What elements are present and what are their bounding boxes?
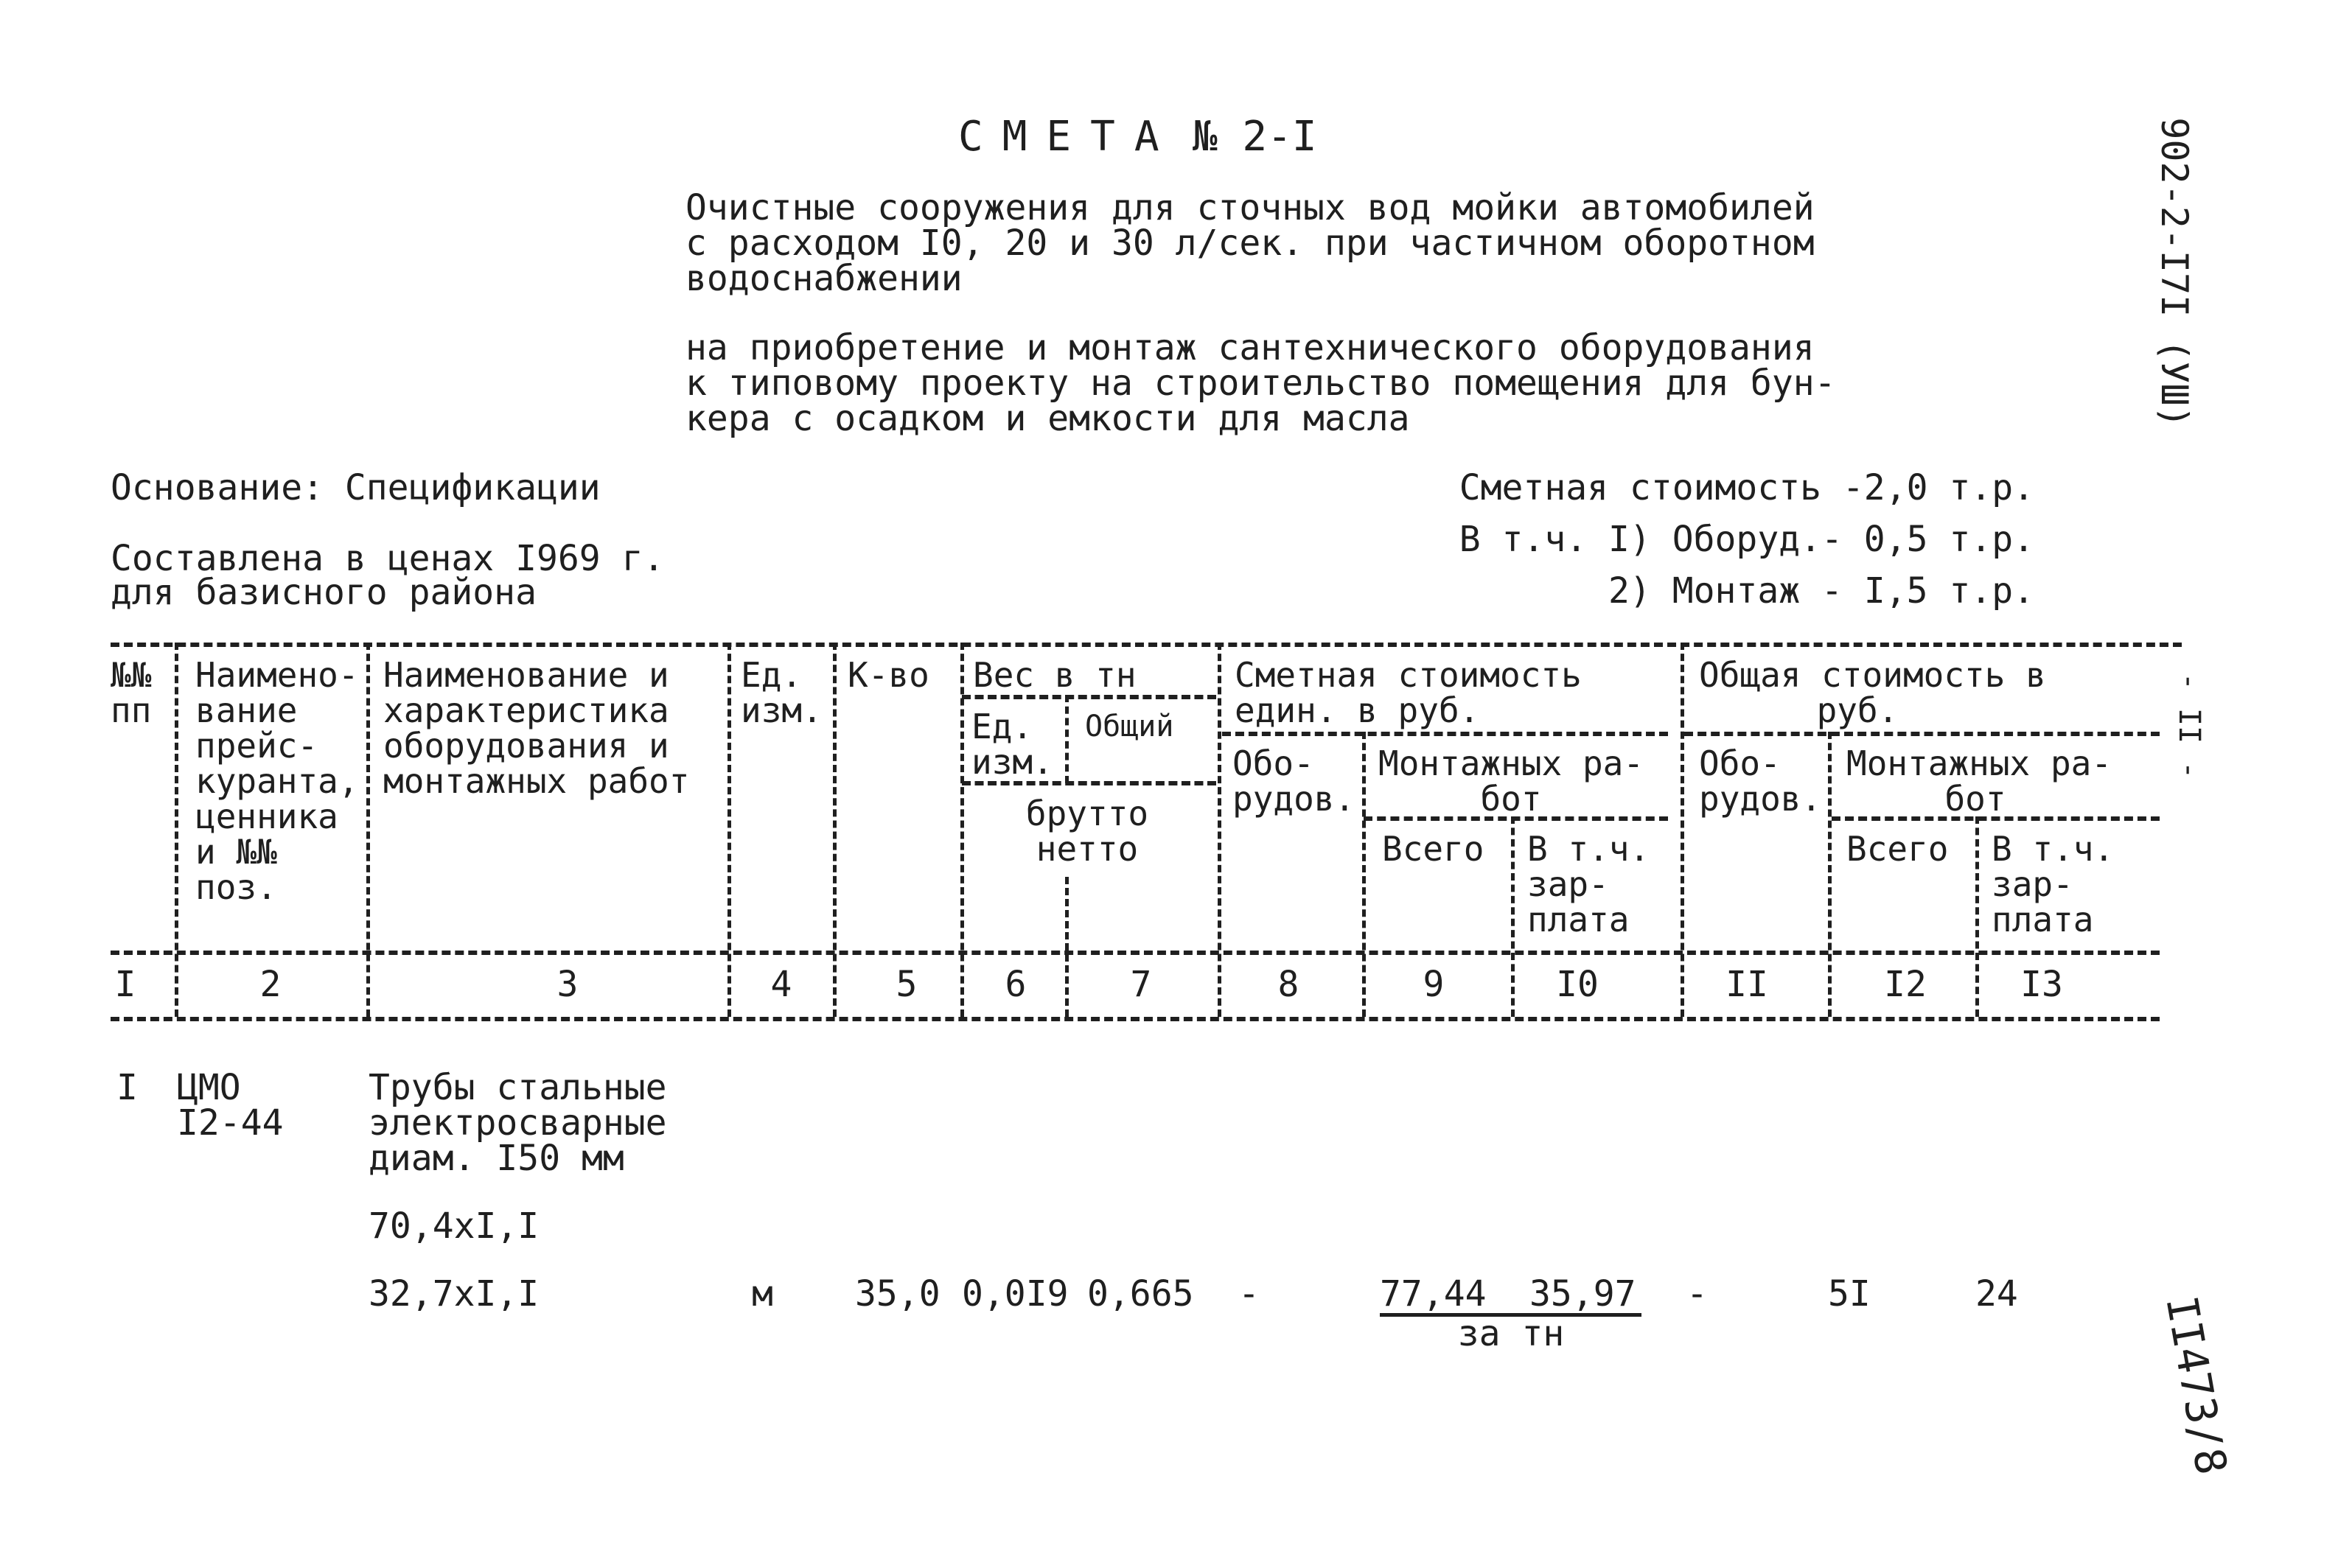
basis-text: Основание: Спецификации (111, 467, 601, 508)
prices-note-line-2: для базисного района (111, 572, 537, 613)
header-col10-line1: В т.ч. (1527, 829, 1650, 869)
col-number-9: 9 (1423, 964, 1445, 1005)
header-col3-line4: монтажных работ (383, 761, 690, 801)
row-unit: м (752, 1273, 773, 1315)
description-line-3: водоснабжении (685, 258, 963, 299)
row-number: I (116, 1067, 138, 1108)
header-col2-line6: и №№ (195, 832, 277, 872)
row-item-name-line1: Трубы стальные (369, 1067, 667, 1108)
header-col13-line1: В т.ч. (1992, 829, 2115, 869)
row-install-unit-total: 77,44 (1380, 1273, 1487, 1315)
row-item-name-line3: диам. I50 мм (369, 1138, 624, 1179)
header-unit-install-line1: Монтажных ра- (1378, 743, 1644, 783)
numbers-bottom-rule (111, 1017, 2160, 1021)
header-net: нетто (1036, 829, 1139, 869)
col-number-13: I3 (2020, 964, 2063, 1005)
header-unit-cost-line1: Сметная стоимость (1235, 655, 1582, 695)
header-bottom-rule (111, 951, 2160, 955)
header-col11-line1: Обо- (1699, 743, 1781, 783)
col-divider-2 (366, 643, 370, 1017)
header-col9: Всего (1382, 829, 1484, 869)
purpose-line-2: к типовому проекту на строительство помещения для бун- (685, 363, 1836, 404)
col-number-6: 6 (1005, 964, 1027, 1005)
header-gross: брутто (1025, 794, 1149, 833)
purpose-line-3: кера с осадком и емкости для масла (685, 398, 1410, 439)
header-weight: Вес в тн (973, 655, 1137, 695)
col-number-5: 5 (896, 964, 918, 1005)
header-col13-line2: зар- (1992, 864, 2073, 904)
header-col2-line7: поз. (195, 867, 277, 907)
header-total-install-line1: Монтажных ра- (1846, 743, 2112, 783)
row-install-total-sum: 5I (1828, 1273, 1871, 1315)
row-wage-total-sum: 24 (1975, 1273, 2018, 1315)
row-per-ton-note: за тн (1457, 1313, 1565, 1354)
header-col8-line2: рудов. (1232, 779, 1355, 819)
project-code: 902-2-I7I (УШ) (2153, 117, 2196, 428)
header-col6-line1: Ед. (971, 707, 1033, 746)
row-unit-weight: 0,0I9 (962, 1273, 1069, 1315)
row-total-weight: 0,665 (1087, 1273, 1194, 1315)
purpose-line-1: на приобретение и монтаж сантехнического оборудования (685, 327, 1815, 368)
col-number-1: I (114, 964, 136, 1005)
row-calc-line1: 70,4xI,I (369, 1205, 540, 1247)
unit-cost-sub-rule (1222, 732, 1668, 736)
col-number-10: I0 (1556, 964, 1599, 1005)
col-number-7: 7 (1130, 964, 1152, 1005)
row-equip-total-cost: - (1686, 1273, 1708, 1315)
header-unit-install-line2: бот (1480, 779, 1542, 819)
weight-sub-rule (962, 695, 1216, 699)
row-install-unit-wage: 35,97 (1529, 1273, 1636, 1315)
header-unit-cost-line2: един. в руб. (1235, 690, 1480, 730)
table-top-rule (111, 643, 2182, 647)
header-col3-line1: Наименование и (383, 655, 669, 695)
col-divider-9 (1511, 816, 1515, 1017)
col-divider-3 (727, 643, 731, 1017)
header-col2-line1: Наимено- (195, 655, 359, 695)
header-col13-line3: плата (1992, 900, 2094, 939)
header-col1-line1: №№ (111, 655, 152, 695)
row-equip-unit-cost: - (1238, 1273, 1260, 1315)
col-divider-12 (1975, 816, 1979, 1017)
col-divider-8 (1362, 732, 1366, 1017)
col-number-4: 4 (770, 964, 792, 1005)
col-number-3: 3 (556, 964, 579, 1005)
col-divider-6b (1065, 877, 1069, 1017)
cost-summary-total: Сметная стоимость -2,0 т.р. (1459, 467, 2034, 508)
header-col6-line2: изм. (971, 742, 1053, 782)
row-item-name-line2: электросварные (369, 1102, 667, 1144)
header-col3-line2: характеристика (383, 690, 669, 730)
cost-summary-installation: 2) Монтаж - I,5 т.р. (1608, 570, 2034, 612)
header-col4-line2: изм. (741, 690, 823, 730)
header-col10-line3: плата (1527, 900, 1630, 939)
header-col2-line5: ценника (195, 797, 338, 836)
col-number-2: 2 (259, 964, 282, 1005)
header-col2-line3: прейс- (195, 726, 318, 766)
total-cost-sub-rule (1684, 732, 2160, 736)
header-col8-line1: Обо- (1232, 743, 1314, 783)
archive-number: II473/8 (2156, 1292, 2237, 1479)
header-col7: Общий (1085, 710, 1174, 743)
description-line-1: Очистные сооружения для сточных вод мойки автомобилей (685, 187, 1815, 228)
header-col1-line2: пп (111, 690, 152, 730)
row-quantity: 35,0 (855, 1273, 941, 1315)
document-title: СМЕТА (958, 113, 1179, 161)
header-total-cost-line2: руб. (1816, 690, 1899, 730)
col-divider-7 (1218, 643, 1221, 1017)
row-calc-line2: 32,7xI,I (369, 1273, 540, 1315)
col-divider-4 (833, 643, 837, 1017)
header-col10-line2: зар- (1527, 864, 1609, 904)
col-divider-6a (1065, 695, 1069, 783)
header-col11-line2: рудов. (1699, 779, 1822, 819)
description-line-2: с расходом I0, 20 и 30 л/сек. при частичном оборотном (685, 223, 1815, 264)
header-col5: К-во (848, 655, 929, 695)
cost-summary-equipment: В т.ч. I) Оборуд.- 0,5 т.р. (1459, 519, 2034, 560)
header-col2-line4: куранта, (195, 761, 359, 801)
col-divider-10 (1681, 643, 1684, 1017)
col-number-8: 8 (1277, 964, 1299, 1005)
col-number-12: I2 (1884, 964, 1927, 1005)
header-col12: Всего (1846, 829, 1949, 869)
col-divider-1 (175, 643, 178, 1017)
prices-note-line-1: Составлена в ценах I969 г. (111, 538, 665, 579)
page-mark: - II - (2172, 672, 2206, 780)
col-divider-11 (1828, 732, 1832, 1017)
row-price-code-line2: I2-44 (177, 1102, 284, 1144)
col-number-11: II (1725, 964, 1768, 1005)
header-total-cost-line1: Общая стоимость в (1699, 655, 2046, 695)
col-divider-5 (960, 643, 964, 1017)
header-col2-line2: вание (195, 690, 298, 730)
estimate-number: № 2-I (1193, 113, 1317, 161)
header-col4-line1: Ед. (741, 655, 803, 695)
header-col3-line3: оборудования и (383, 726, 669, 766)
row-price-code-line1: ЦМО (177, 1067, 241, 1108)
header-total-install-line2: бот (1944, 779, 2006, 819)
